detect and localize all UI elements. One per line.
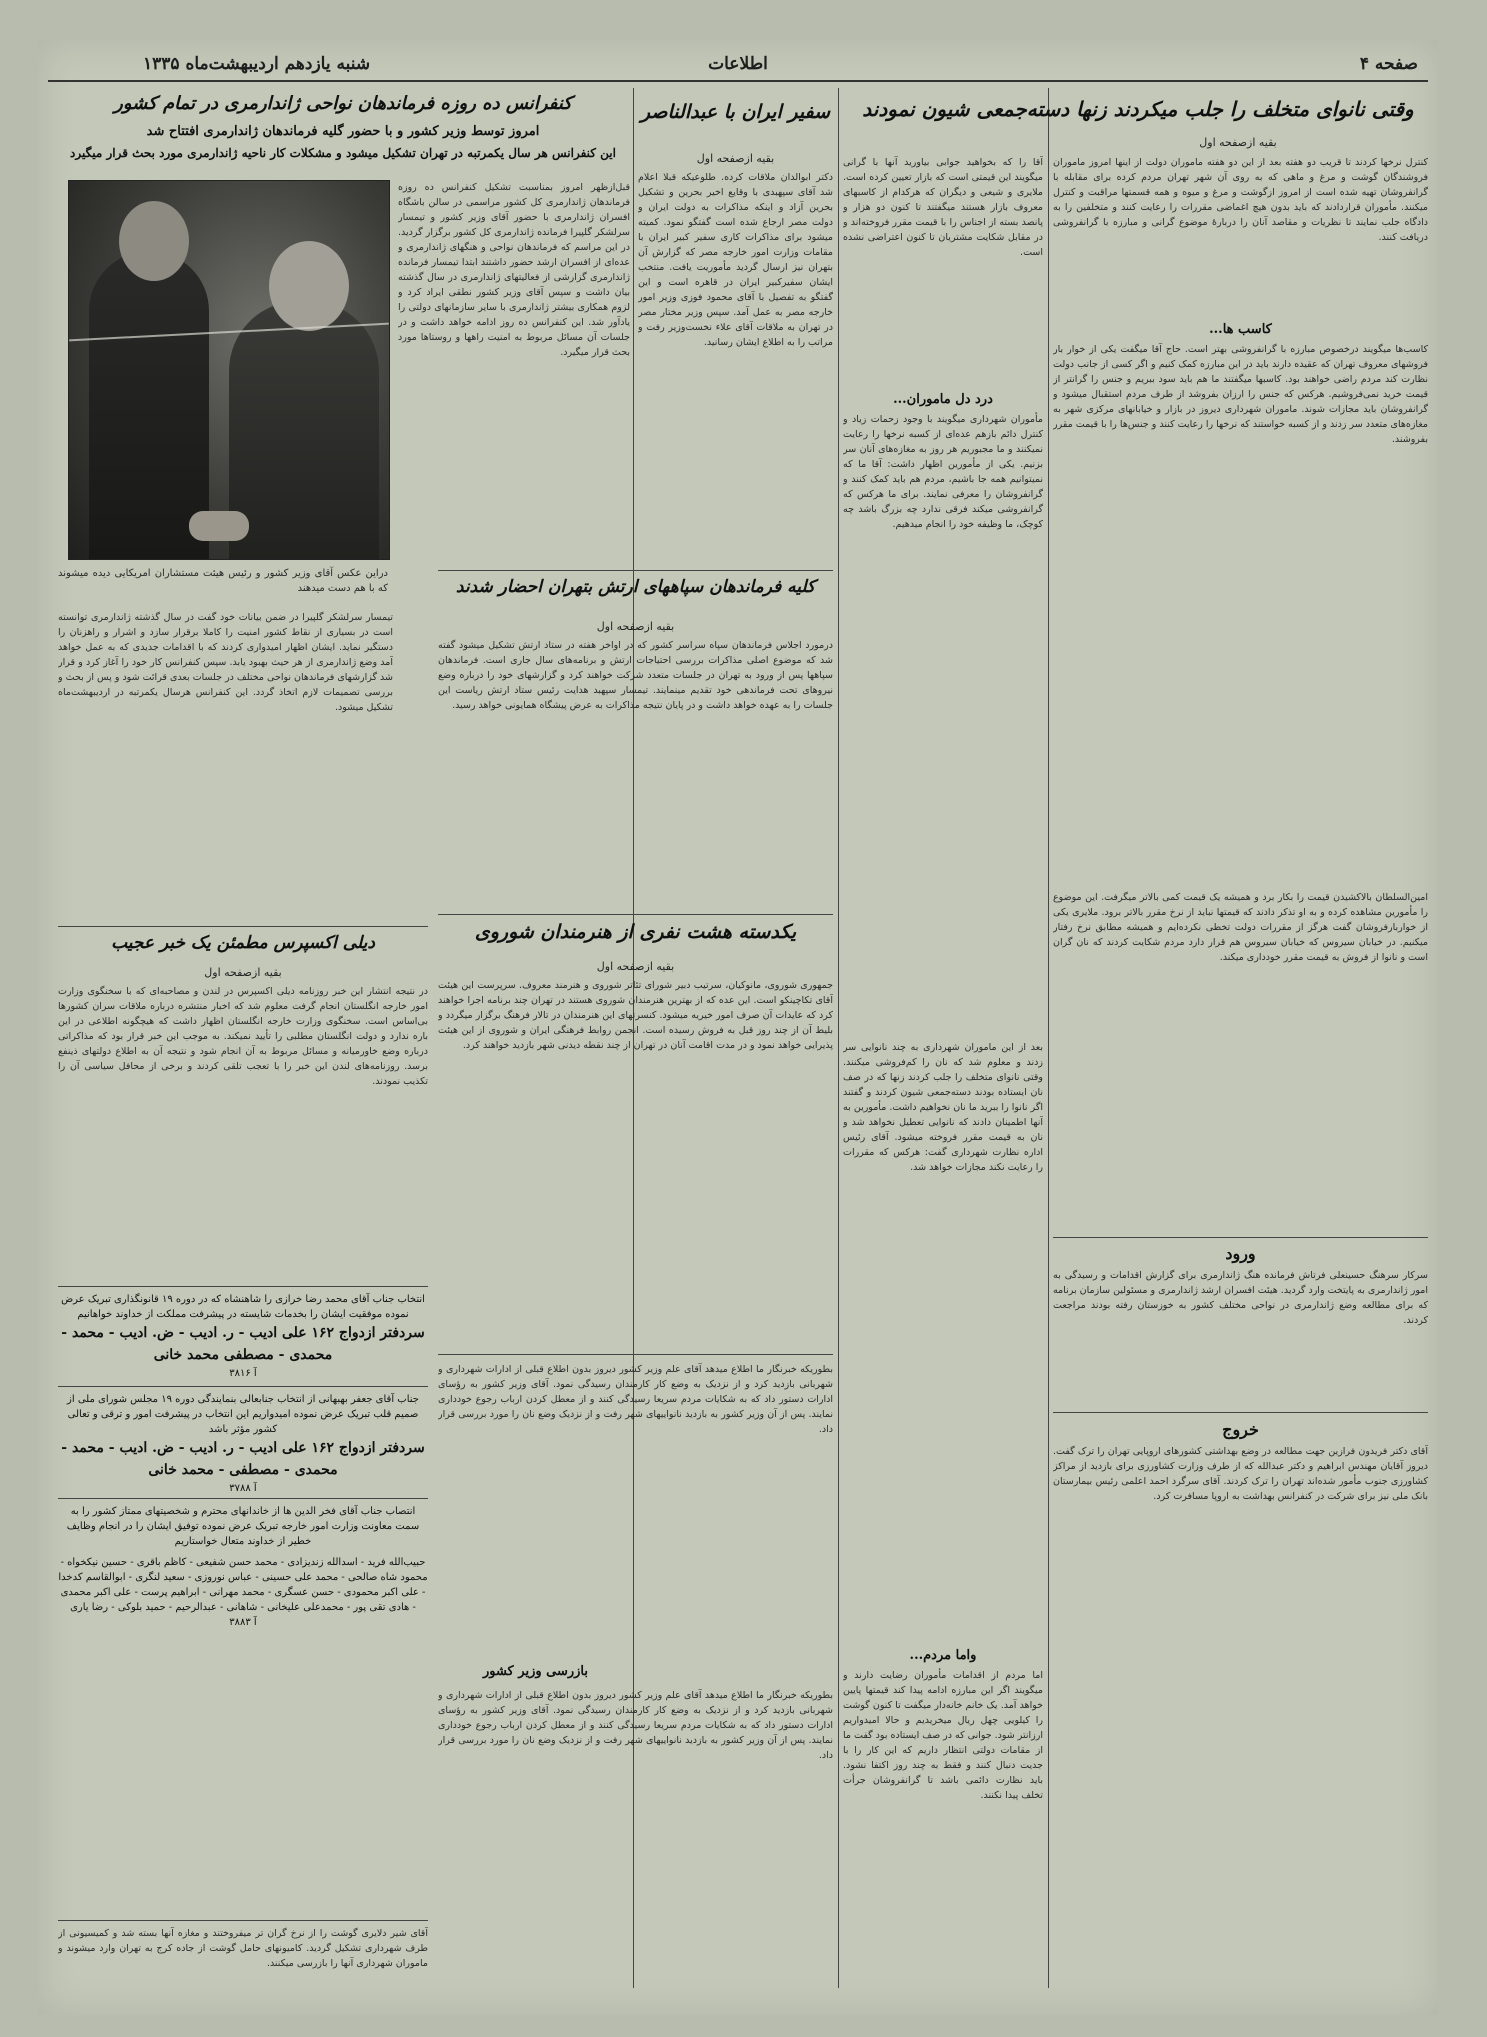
continued-label: بقیه ازصفحه اول [204, 966, 282, 979]
section-divider [58, 926, 428, 927]
ad-code: آ ۳۷۸۸ [229, 1483, 257, 1494]
ad-code: آ ۳۸۱۶ [229, 1368, 257, 1379]
subheading-officers: درد دل ماموران... [893, 392, 993, 407]
departures-body: آقای دکتر فریدون فرازین جهت مطالعه در وضع بهداشتی کشورهای اروپایی تهران را ترک گفت. دیروز آقایان مهندس ابراهیم و دکتر عبدالله که از طرف وزارت کشاورزی برای بازدید از مراکز کشاورزی جنوب مأمور شده‌اند تهران را ترک کردند. آقای سرگرد احمد اعلمی رئیس بیمارستان بانک ملی نیز برای شرکت در کنفرانس بهداشت به اروپا مسافرت کرد. [1053, 1446, 1428, 1502]
article-body: درمورد اجلاس فرماندهان سپاه سراسر کشور که در اواخر هفته در ستاد ارتش تشکیل میشود گفته شد که موضوع اصلی مذاکرات بررسی احتیاجات ارتش و برنامه‌های سال جاری است. فرماندهان سپاهها پس از ورود به تهران در جلسات متعدد شرکت خواهند کرد و گزارشهای خود را درباره وضع نیروهای تحت فرماندهی خود تقدیم مینمایند. تیمسار سپهبد هدایت رئیس ستاد ارتش ریاست این جلسات را به عهده خواهد داشت و در پایان نتیجه مذاکرات به عرض پیشگاه همایونی خواهد رسید. [438, 640, 833, 711]
headline-ambassador: سفیر ایران با عبدالناصر [640, 101, 831, 123]
ad-text: انتصاب جناب آقای فخر الدین ها از خاندانهای محترم و شخصیتهای ممتاز کشور را به سمت معاونت وزارت امور خارجه تبریک عرض نموده توفیق ایشان را در انجام وظایف خطیر از خداوند متعال خواستاریم [66, 1506, 420, 1547]
congratulation-ad [58, 1392, 428, 1496]
headline-army-commanders: کلیه فرماندهان سپاههای ارتش بتهران احضار شدند [455, 577, 816, 597]
continued-label: بقیه ازصفحه اول [696, 152, 775, 165]
photo-figure-head [119, 201, 189, 281]
photo-handshake [189, 511, 249, 541]
ad-text: انتخاب جناب آقای محمد رضا خرازی را شاهنشاه که در دوره ۱۹ قانونگذاری تبریک عرض نموده موفقیت ایشان را بخدمات شایسته در پیشرفت مملکت از خداوند خواهانیم [61, 1294, 425, 1320]
column-divider [838, 88, 839, 1988]
news-photo [68, 180, 390, 560]
subheading-interior-inspection: بازرسی وزیر کشور [482, 1664, 589, 1679]
article-body: دکتر ابوالدان ملاقات کرده. طلوعیکه قبلا اعلام شد آقای سپهبدی با وقایع اخیر بحرین و تشکیل بحرین آزاد و اینکه مذاکرات به دولت ایران و دولت مصر ارجاع شده است گفتگو نمود. کمیته میشود برای مذاکرات کاری سفیر کبیر ایران با مقامات وزارت امور خارجه مصر که گزارش آن بتهران نیز ارسال گردید مأموریت یافت. منتخب ایشان سفیرکبیر ایران در قاهره است و این گفتگو به تفصیل با آقای محمود فوزی وزیر امور خارجه مصر به عمل آمد. سپس وزیر مختار مصر در تهران به ملاقات آقای علاء نخست‌وزیر رفت و مراتب را به اطلاع ایشان رسانید. [638, 172, 833, 348]
column-divider [1048, 88, 1049, 1988]
newspaper-page [38, 40, 1438, 2015]
subhead-opened: امروز توسط وزیر کشور و با حضور گلیه فرماندهان ژاندارمری افتتاح شد [146, 124, 540, 139]
section-divider [1053, 1237, 1428, 1238]
article-body: آقای شیر دلایری گوشت را از نرخ گران تر میفروختند و مغازه آنها بسته شد و کمیسیونی از طرف شهرداری تشکیل گردید. کامیونهای حامل گوشت از جاده کرج به تهران وارد میشوند و ماموران شهرداری آنها را بازرسی میکنند. [58, 1928, 428, 1969]
section-divider [58, 1498, 428, 1499]
congratulation-ad [58, 1504, 428, 1630]
heading-arrivals: ورود [1225, 1244, 1256, 1263]
continued-label: بقیه ازصفحه اول [1199, 136, 1277, 149]
photo-figure-head [269, 241, 349, 331]
headline-soviet-artists: یکدسته هشت نفری از هنرمندان شوروی [474, 921, 797, 943]
masthead [38, 46, 1438, 78]
issue-date: شنبه یازدهم اردیبهشت‌ماه ۱۳۳۵ [143, 54, 371, 74]
article-body: کاسب‌ها میگویند درخصوص مبارزه با گرانفروشی بهتر است. حاج آقا میگفت یکی از خوار بار فروشهای معروف تهران که عقیده دارند باید در این مبارزه کمک کنیم و اگر کسی از جانب دولت نظارت کند مردم راضی خواهند بود. کاسبها میگفتند ما هم باید سود ببریم و جنس را گرانتر از قیمت خرید نمی‌فروشیم. هرکس که جنس را ارزان بفروشد از طرف مردم استقبال میشود و گرانفروشان باید مجازات شوند. ماموران شهرداری دیروز در بازار و خیابانهای مرکزی شهر به مغازه‌های متعدد سر زدند و از کسبه خواستند که نرخها را رعایت کنند و جنس‌ها را با قیمت مقرر بفروشند. [1053, 344, 1428, 445]
article-body: بعد از این ماموران شهرداری به چند نانوایی سر زدند و معلوم شد که نان را کم‌فروشی میکنند. وقتی نانوای متخلف را جلب کردند زنها که در صف نان ایستاده بودند دسته‌جمعی شیون کردند و گفتند اگر نانوا را ببرید ما نان نخواهیم داشت. مأمورین به آنها اطمینان دادند که نانوایی تعطیل نخواهد شد و نان به قیمت مقرر فروخته میشود. آقای رئیس اداره نظارت شهرداری گفت: هرکس که مقررات را رعایت نکند مجازات خواهد شد. [843, 1042, 1043, 1173]
article-body: جمهوری شوروی، مانوکیان، سرتیب دبیر شورای تئاتر شوروی و هنرمند معروف. سرپرست این هیئت آقای تکاچینکو است. این عده که از بهترین هنرمندان شوروی هستند در تهران چند برنامه اجرا خواهند کرد که عایدات آن صرف امور خیریه میشود. کنسرتهای این هنرمندان در تالار فرهنگ برگزار میگردد و بلیط آن از چند روز قبل به فروش رسیده است. انجمن روابط فرهنگی ایران و شوروی از این هیئت پذیرایی خواهد نمود و در مدت اقامت آنان در تهران از چند نقطه دیدنی شهر بازدید خواهند کرد. [438, 980, 833, 1051]
continued-label: بقیه ازصفحه اول [596, 620, 675, 633]
continued-label: بقیه ازصفحه اول [596, 960, 675, 973]
photo-figure [229, 301, 379, 560]
article-body: کنترل نرخها کردند تا قریب دو هفته بعد از این دو هفته ماموران دولت از اینها امروز ماموران فروشندگان گوشت و مرغ و ماهی که به روی آن شهر تهران مردم کرده برای مقابله با گرانفروشان تهیه شده است از امروز ازگوشت و مرغ و میوه و همه قسمتها مراقبت و کنترل میکنند. مأموران قراردادند که باید بدون هیچ اغماضی مقررات را رعایت کنند و متخلفین را به دادگاه جلب نمایند تا نظریات و مقاصد آنان را دربارۀ موضوع گرانی و مبارزه با گرانفروشی دریافت کنند. [1053, 157, 1428, 243]
ad-text: جناب آقای جعفر بهبهانی از انتخاب جنابعالی بنمایندگی دوره ۱۹ مجلس شورای ملی از صمیم قلب تبریک عرض نموده امیدواریم این انتخاب در پیشرفت امور و ترقی و تعالی کشور مؤثر باشد [67, 1394, 419, 1435]
article-body: تیمسار سرلشکر گلپیرا در ضمن بیانات خود گفت در سال گذشته ژاندارمری توانسته است در بسیاری از نقاط کشور امنیت را کاملا برقرار سازد و اشرار و راهزنان را دستگیر نماید. ایشان اظهار امیدواری کردند که با اقدامات جدیدی که به عمل خواهد آمد وضع ژاندارمری از هر حیث بهبود یابد. سپس کنفرانس کار خود را آغاز کرد و قرار شد گزارشهای فرماندهان نواحی مختلف در جلسات بعدی قرائت شود و پس از بحث و بررسی تصمیمات لازم اتخاذ گردد. این کنفرانس هرسال یکمرتبه در اردیبهشت‌ماه تشکیل میشود. [58, 612, 393, 713]
newspaper-name: اطلاعات [708, 54, 768, 74]
section-divider [58, 1286, 428, 1287]
ad-signature: سردفتر ازدواج ۱۶۲ علی ادیب - ر. ادیب - ض. ادیب - محمد - محمدی - مصطفی - محمد خانی [61, 1440, 425, 1478]
page-number: صفحه ۴ [1359, 54, 1418, 74]
article-body: بطوریکه خبرنگار ما اطلاع میدهد آقای علم وزیر کشور دیروز بدون اطلاع قبلی از ادارات شهرداری و شهربانی بازدید کرد و از نزدیک به وضع کار کارمندان رسیدگی نمود. آقای وزیر کشور به رؤسای ادارات دستور داد که به شکایات مردم سریعا رسیدگی کنند و از معطل کردن ارباب رجوع خودداری نمایند. پس از آن وزیر کشور به بازدید نانواییهای شهر رفت و از نزدیک وضع نان را مورد بررسی قرار داد. [438, 1690, 833, 1761]
heading-departures: خروج [1222, 1420, 1259, 1439]
congratulation-ad [58, 1292, 428, 1381]
section-divider [438, 914, 833, 915]
section-divider [1053, 1412, 1428, 1413]
article-body: بطوریکه خبرنگار ما اطلاع میدهد آقای علم وزیر کشور دیروز بدون اطلاع قبلی از ادارات شهرداری و شهربانی بازدید کرد و از نزدیک به وضع کار کارمندان رسیدگی نمود. آقای وزیر کشور به رؤسای ادارات دستور داد که به شکایات مردم سریعا رسیدگی کنند و از معطل کردن ارباب رجوع خودداری نمایند. پس از آن وزیر کشور به بازدید نانواییهای شهر رفت و از نزدیک وضع نان را مورد بررسی قرار داد. [438, 1364, 833, 1435]
ad-signature: سردفتر ازدواج ۱۶۲ علی ادیب - ر. ادیب - ض. ادیب - محمد - محمدی - مصطفی محمد خانی [61, 1325, 425, 1363]
article-body: قبل‌ازظهر امروز بمناسبت تشکیل کنفرانس ده روزه فرماندهان ژاندارمری کل کشور مراسمی در سالن باشگاه افسران ژاندارمری با حضور آقای وزیر کشور و تیمسار سرلشکر گلپیرا فرمانده ژاندارمری کل کشور برگزار گردید. در این مراسم که فرماندهان نواحی و هنگهای ژاندارمری و عده‌ای از افسران ارشد حضور داشتند ابتدا تیمسار فرمانده ژاندارمری گزارشی از فعالیتهای ژاندارمری در سال گذشته بیان داشت و سپس آقای وزیر کشور نطقی ایراد کرد و لزوم همکاری بیشتر ژاندارمری با سایر سازمانهای دولتی را یادآور شد. این کنفرانس ده روز ادامه خواهد داشت و در جلسات آن مسائل مربوط به امنیت راهها و روستاها مورد بحث قرار میگیرد. [398, 182, 630, 358]
masthead-rule [48, 80, 1428, 82]
article-body: مأموران شهرداری میگویند با وجود زحمات زیاد و کنترل دائم بازهم عده‌ای از کسبه نرخها را رعایت نمیکنند و ما مجبوریم هر روز به مغازه‌های آنان سر بزنیم. یکی از مأمورین اظهار داشت: آقا ما که نمیتوانیم همه جا باشیم، مردم هم باید کمک کنند و گرانفروشان را معرفی نمایند. برای ما هرکس که گرانفروشی میکند فرقی ندارد چه بزرگ باشد چه کوچک، ما وظیفه خود را انجام میدهیم. [843, 414, 1043, 530]
ad-code: آ ۳۸۸۳ [229, 1617, 257, 1628]
ad-names: حبیب‌الله فرید - اسدالله زندیزادی - محمد حسن شفیعی - کاظم باقری - حسین نیکخواه - محمود شاه صالحی - محمد علی حسینی - عباس نوروزی - سعید لنگری - ابوالقاسم کدخدا - علی اکبر محمودی - حسن عسگری - محمد مهرانی - ابراهیم پرست - علی اکبر محمدی - هادی تقی پور - محمدعلی علیخانی - شاهانی - عبدالرحیم - حمید بلوکی - رضا یاری [58, 1557, 428, 1613]
photo-caption: دراین عکس آقای وزیر کشور و رئیس هیئت مستشاران امریکایی دیده میشوند که با هم دست میدهند [58, 568, 388, 594]
section-divider [58, 1386, 428, 1387]
article-body: در نتیجه انتشار این خبر روزنامه دیلی اکسپرس در لندن و مصاحبه‌ای که با سخنگوی وزارت امور خارجه انگلستان انجام گرفت معلوم شد که اخبار منتشره درباره ملاقات سران کشورها بی‌اساس است. سخنگوی وزارت خارجه انگلستان اظهار داشت که هیچگونه اطلاعی در این باره ندارد و دولت انگلستان مطلبی را تأیید نمیکند. به موجب این خبر قرار بود که مذاکراتی درباره وضع خاورمیانه و مسائل مربوط به آن انجام شود و نتیجه آن به اطلاع دولتهای ذینفع برسد. روزنامه‌های لندن این خبر را با تعجب تلقی کردند و برخی از محافل سیاسی آن را تکذیب نمودند. [58, 986, 428, 1087]
subheading-merchants: کاسب ها... [1209, 322, 1272, 337]
subheading-people: واما مردم... [909, 1648, 977, 1663]
headline-gendarmerie-conference: کنفرانس ده روزه فرماندهان نواحی ژاندارمری در تمام کشور [114, 93, 572, 114]
section-divider [438, 1354, 833, 1355]
section-divider [438, 570, 833, 571]
headline-daily-express: دیلی اکسپرس مطمئن یک خبر عجیب [111, 933, 375, 953]
subhead-annual: این کنفرانس هر سال یکمرتبه در تهران تشکیل میشود و مشکلات کار ناحیه ژاندارمری مورد بحث قرار میگیرد [70, 146, 616, 160]
article-body: اما مردم از اقدامات مأموران رضایت دارند و میگویند اگر این مبارزه ادامه پیدا کند قیمتها پایین خواهد آمد. یک خانم خانه‌دار میگفت تا کنون گوشت را کیلویی چهل ریال میخریدیم و حالا امیدواریم ارزانتر شود. جوانی که در صف ایستاده بود گفت ما از مقامات دولتی انتظار داریم که این کار را با جدیت دنبال کنند و فقط به چند روز اکتفا نشود. باید نظارت دائمی باشد تا گرانفروشان جرأت تخلف پیدا نکنند. [843, 1670, 1043, 1801]
headline-bakers: وقتی نانوای متخلف را جلب میکردند زنها دسته‌جمعی شیون نمودند [862, 97, 1414, 121]
article-body: آقا را که بخواهید جوابی بیاورید آنها با گرانی میگویند این قیمتی است که بازار تعیین کرده است. ملایری و شیعی و دیگران که هرکدام از کاسبهای معروف بازار هستند میگفتند تا کنون دو هزار و پانصد بسته از اجناس را با قیمت مقرر فروخته‌اند و در مقابل شکایت مشتریان تا کنون اعتراضی نشده است. [843, 157, 1043, 258]
arrivals-body: سرکار سرهنگ حسینعلی فرتاش فرمانده هنگ ژاندارمری برای گزارش اقدامات و رسیدگی به امور ژاندارمری به پایتخت وارد گردید. هیئت افسران ارشد ژاندارمری و مسئولین سازمان برنامه که برای مطالعه وضع ژاندارمری در نواحی مختلف کشور به خوزستان رفته بودند مراجعت کردند. [1053, 1270, 1428, 1326]
section-divider [58, 1920, 428, 1921]
article-body: امین‌السلطان بالاکشیدن قیمت را بکار برد و همیشه یک قیمت کمی بالاتر میگرفت. این موضوع را مأمورین مشاهده کرده و به او تذکر دادند که قیمتها نباید از نرخ مقرر بالاتر برود. ملایری یکی از خواربارفروشان گفت هرگز از مقررات دولت تخطی نکرده‌ایم و همیشه مطابق نرخ رفتار میکنیم. در خیابان سیروس که خیابان سیروس هم قرار دارد مردم شکایت کردند که نان گران است و نانوا از فروش به قیمت مقرر خودداری میکند. [1053, 892, 1428, 963]
photo-figure [89, 251, 209, 560]
